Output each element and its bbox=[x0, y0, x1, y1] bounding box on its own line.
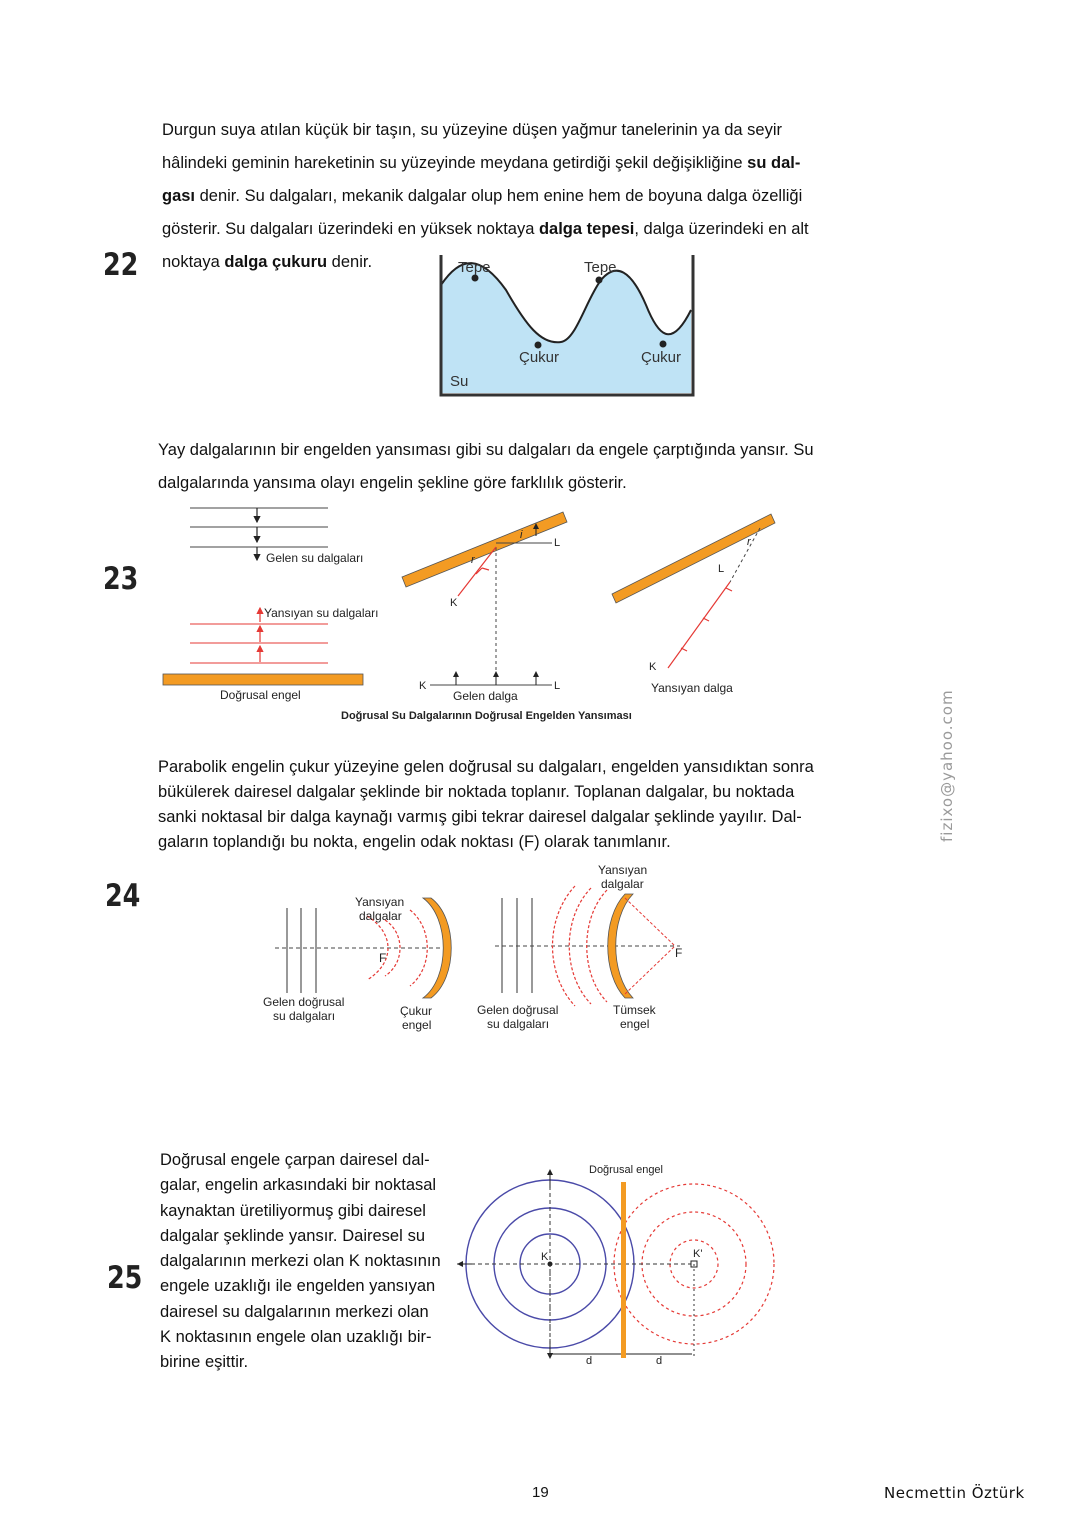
text-run: galar, engelin arkasındaki bir noktasal bbox=[160, 1176, 437, 1195]
point-k-label-3: K bbox=[649, 661, 657, 673]
concave-label-line2: engel bbox=[402, 1018, 432, 1032]
tilted-obstacle-1 bbox=[402, 512, 567, 587]
incident-wavefronts-left bbox=[287, 908, 316, 993]
trough-point-1 bbox=[535, 342, 542, 349]
trough-label-1: Çukur bbox=[519, 349, 560, 366]
tilted-obstacle-2 bbox=[612, 514, 775, 603]
incident-wavefronts bbox=[190, 508, 328, 547]
paragraph-line bbox=[160, 1148, 430, 1173]
text-run: kaynaktan üretiliyormuş gibi dairesel bbox=[160, 1201, 426, 1220]
paragraph-parabolic-reflection bbox=[158, 755, 814, 855]
text-run: dalgalarında yansıma olayı engelin şekline göre farklılık gösterir. bbox=[158, 474, 627, 492]
text-run: gösterir. Su dalgaları üzerindeki en yüksek noktaya bbox=[162, 220, 539, 238]
trough-point-2 bbox=[660, 341, 667, 348]
paragraph-line bbox=[160, 1173, 437, 1198]
paragraph-line bbox=[158, 830, 776, 855]
section-number-23: 23 bbox=[103, 561, 139, 597]
text-run: denir. bbox=[327, 253, 373, 271]
paragraph-linear-reflection bbox=[158, 434, 814, 500]
focus-right-label: F bbox=[675, 946, 683, 960]
distance-label-right: d bbox=[656, 1355, 663, 1367]
reflected-waves-right-line2: dalgalar bbox=[601, 877, 644, 891]
crest-point-2 bbox=[596, 277, 603, 284]
reflected-ray-2 bbox=[668, 582, 730, 668]
text-run: dalgalar şeklinde yansır. Dairesel su bbox=[160, 1226, 425, 1245]
paragraph-line bbox=[160, 1274, 436, 1299]
reflected-waves-left-line2: dalgalar bbox=[359, 909, 402, 923]
bold-term: dalga tepesi bbox=[538, 220, 635, 238]
linear-obstacle-label: Doğrusal engel bbox=[220, 688, 301, 702]
text-run: engele uzaklığı ile engelden yansıyan bbox=[160, 1277, 436, 1296]
incident-left-line1: Gelen doğrusal bbox=[263, 995, 345, 1009]
text-run: Doğrusal engele çarpan dairesel dal- bbox=[160, 1151, 430, 1169]
incident-right-line2: su dalgaları bbox=[487, 1017, 550, 1031]
text-run: bükülerek dairesel dalgalar şeklinde bir noktada toplanır. Toplanan dalgalar, bu noktada bbox=[158, 783, 795, 801]
text-run: Durgun suya atılan küçük bir taşın, su yüzeyine düşen yağmur tanelerinin ya da seyir bbox=[162, 121, 782, 139]
convex-label-line1: Tümsek bbox=[613, 1003, 656, 1017]
text-run: K noktasının engele olan uzaklığı bir- bbox=[160, 1328, 432, 1347]
paragraph-line bbox=[160, 1300, 429, 1325]
angle-r-label-1: r bbox=[471, 554, 475, 566]
linear-obstacle-bar bbox=[163, 674, 363, 685]
page-number: 19 bbox=[532, 1484, 549, 1501]
text-run: Yay dalgalarının bir engelden yansıması gibi su dalgaları da engele çarptığında yansır. Su bbox=[158, 441, 814, 459]
reflected-waves-left-line1: Yansıyan bbox=[355, 895, 405, 909]
water-wave-figure bbox=[436, 250, 698, 402]
reflected-waves-right-line1: Yansıyan bbox=[598, 863, 648, 877]
bold-term: dalga çukuru bbox=[224, 253, 328, 271]
incident-wave-label: Gelen dalga bbox=[453, 689, 518, 703]
distance-label-left: d bbox=[586, 1355, 593, 1367]
center-k-prime-label: K' bbox=[693, 1248, 703, 1260]
text-run: , dalga üzerindeki en alt bbox=[634, 220, 809, 238]
text-run: hâlindeki geminin hareketinin su yüzeyinde meydana getirdiği şekil değişikliğine bbox=[162, 154, 748, 172]
section-number-22: 22 bbox=[103, 247, 139, 283]
bold-term: su dal- bbox=[747, 154, 801, 172]
incident-right-line1: Gelen doğrusal bbox=[477, 1003, 559, 1017]
angle-i-label: i bbox=[520, 529, 523, 541]
concave-label-line1: Çukur bbox=[400, 1004, 433, 1018]
paragraph-line bbox=[158, 780, 795, 805]
author-name: Necmettin Öztürk bbox=[884, 1484, 1025, 1502]
text-run: gaların toplandığı bu nokta, engelin odak noktası (F) olarak tanımlanır. bbox=[158, 833, 671, 851]
reflected-waves-label: Yansıyan su dalgaları bbox=[264, 606, 379, 620]
focus-left-label: F bbox=[379, 951, 387, 965]
paragraph-line bbox=[158, 467, 776, 500]
point-l-label-2: L bbox=[554, 680, 561, 692]
incident-left-line2: su dalgaları bbox=[273, 1009, 336, 1023]
incident-waves-label: Gelen su dalgaları bbox=[266, 551, 364, 565]
crest-label-1: Tepe bbox=[458, 259, 491, 276]
obstacle-label-25: Doğrusal engel bbox=[589, 1164, 663, 1176]
paragraph-line bbox=[160, 1325, 432, 1350]
paragraph-line bbox=[162, 114, 780, 147]
paragraph-line bbox=[158, 805, 802, 830]
text-run: noktaya bbox=[162, 253, 225, 271]
water-body bbox=[441, 263, 691, 393]
point-k-label-1: K bbox=[450, 597, 458, 609]
paragraph-circular-reflection bbox=[160, 1148, 441, 1376]
paragraph-line bbox=[160, 1224, 425, 1249]
reflected-wavefronts bbox=[190, 624, 328, 663]
text-run: Parabolik engelin çukur yüzeyine gelen doğrusal su dalgaları, engelden yansıdıktan sonra bbox=[158, 758, 814, 776]
paragraph-line bbox=[160, 1350, 425, 1375]
water-label: Su bbox=[450, 373, 469, 390]
parabolic-reflection-figure bbox=[255, 858, 695, 1038]
reflected-ray-arrows bbox=[681, 588, 732, 651]
reflected-wave-label: Yansıyan dalga bbox=[651, 681, 733, 695]
paragraph-line bbox=[160, 1249, 441, 1274]
paragraph-line bbox=[158, 434, 814, 467]
angle-r-label-2: r bbox=[747, 536, 751, 548]
convex-label-line2: engel bbox=[620, 1017, 650, 1031]
point-l-label-3: L bbox=[718, 563, 725, 575]
watermark: fizixo@yahoo.com bbox=[938, 689, 956, 842]
paragraph-line bbox=[162, 147, 801, 180]
crest-label-2: Tepe bbox=[584, 259, 617, 276]
text-run: dalgalarının merkezi olan K noktasının bbox=[160, 1252, 441, 1271]
section-number-24: 24 bbox=[105, 878, 141, 914]
section-number-25: 25 bbox=[107, 1260, 143, 1296]
paragraph-line bbox=[160, 1199, 425, 1224]
text-run: birine eşittir. bbox=[160, 1353, 249, 1372]
text-run: denir. Su dalgaları, mekanik dalgalar olup hem enine hem de boyuna dalga özelliği bbox=[195, 187, 803, 205]
text-run: dairesel su dalgalarının merkezi olan bbox=[160, 1302, 429, 1321]
bold-term: gası bbox=[162, 187, 196, 205]
figure-23-caption: Doğrusal Su Dalgalarının Doğrusal Engelden Yansıması bbox=[341, 710, 632, 722]
linear-reflection-figure bbox=[160, 500, 785, 705]
circular-reflection-figure bbox=[452, 1158, 777, 1370]
paragraph-line bbox=[158, 755, 814, 780]
paragraph-line bbox=[162, 180, 803, 213]
center-k-label: K bbox=[541, 1251, 549, 1263]
linear-obstacle-vertical bbox=[621, 1182, 626, 1358]
point-k-label-2: K bbox=[419, 680, 427, 692]
trough-label-2: Çukur bbox=[641, 349, 682, 366]
point-l-label-1: L bbox=[554, 537, 561, 549]
text-run: sanki noktasal bir dalga kaynağı varmış gibi tekrar dairesel dalgalar şeklinde yayılır. Dal- bbox=[158, 808, 802, 826]
paragraph-line bbox=[162, 213, 809, 246]
